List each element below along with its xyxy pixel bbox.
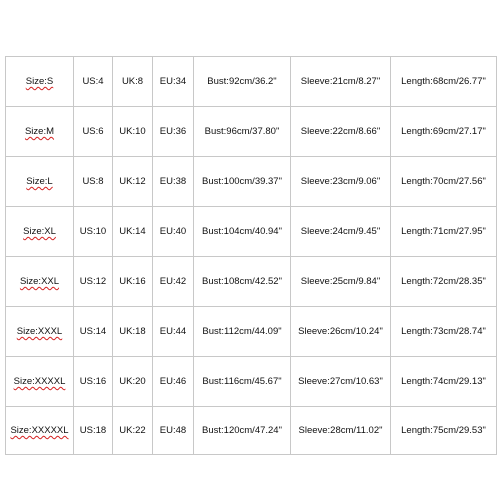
table-row xyxy=(6,357,497,407)
length-cell: Length:70cm/27.56" xyxy=(391,157,497,207)
length-cell: Length:68cm/26.77" xyxy=(391,57,497,107)
size-cell: Size:XXXXXL xyxy=(6,407,74,455)
length-cell: Length:71cm/27.95" xyxy=(391,207,497,257)
table-row xyxy=(6,307,497,357)
length-cell: Length:72cm/28.35" xyxy=(391,257,497,307)
eu-size-cell: EU:40 xyxy=(153,207,194,257)
us-size-cell: US:4 xyxy=(74,57,113,107)
bust-cell: Bust:112cm/44.09" xyxy=(194,307,291,357)
uk-size-cell: UK:20 xyxy=(113,357,153,407)
size-cell: Size:M xyxy=(6,107,74,157)
eu-size-cell: EU:48 xyxy=(153,407,194,455)
eu-size-cell: EU:42 xyxy=(153,257,194,307)
sleeve-cell: Sleeve:27cm/10.63" xyxy=(291,357,391,407)
length-cell: Length:74cm/29.13" xyxy=(391,357,497,407)
bust-cell: Bust:116cm/45.67" xyxy=(194,357,291,407)
bust-cell: Bust:96cm/37.80" xyxy=(194,107,291,157)
table-row xyxy=(6,407,497,455)
sleeve-cell: Sleeve:26cm/10.24" xyxy=(291,307,391,357)
table-row xyxy=(6,257,497,307)
length-cell: Length:73cm/28.74" xyxy=(391,307,497,357)
uk-size-cell: UK:18 xyxy=(113,307,153,357)
size-cell: Size:S xyxy=(6,57,74,107)
sleeve-cell: Sleeve:25cm/9.84" xyxy=(291,257,391,307)
eu-size-cell: EU:46 xyxy=(153,357,194,407)
sleeve-cell: Sleeve:24cm/9.45" xyxy=(291,207,391,257)
eu-size-cell: EU:38 xyxy=(153,157,194,207)
us-size-cell: US:18 xyxy=(74,407,113,455)
sleeve-cell: Sleeve:28cm/11.02" xyxy=(291,407,391,455)
eu-size-cell: EU:44 xyxy=(153,307,194,357)
size-cell: Size:L xyxy=(6,157,74,207)
bust-cell: Bust:120cm/47.24" xyxy=(194,407,291,455)
table-row xyxy=(6,207,497,257)
us-size-cell: US:16 xyxy=(74,357,113,407)
sleeve-cell: Sleeve:23cm/9.06" xyxy=(291,157,391,207)
length-cell: Length:69cm/27.17" xyxy=(391,107,497,157)
uk-size-cell: UK:14 xyxy=(113,207,153,257)
eu-size-cell: EU:36 xyxy=(153,107,194,157)
uk-size-cell: UK:10 xyxy=(113,107,153,157)
sleeve-cell: Sleeve:22cm/8.66" xyxy=(291,107,391,157)
size-cell: Size:XL xyxy=(6,207,74,257)
size-cell: Size:XXXL xyxy=(6,307,74,357)
uk-size-cell: UK:16 xyxy=(113,257,153,307)
uk-size-cell: UK:22 xyxy=(113,407,153,455)
bust-cell: Bust:104cm/40.94" xyxy=(194,207,291,257)
us-size-cell: US:12 xyxy=(74,257,113,307)
size-cell: Size:XXXXL xyxy=(6,357,74,407)
size-cell: Size:XXL xyxy=(6,257,74,307)
us-size-cell: US:6 xyxy=(74,107,113,157)
uk-size-cell: UK:12 xyxy=(113,157,153,207)
us-size-cell: US:14 xyxy=(74,307,113,357)
bust-cell: Bust:100cm/39.37" xyxy=(194,157,291,207)
sleeve-cell: Sleeve:21cm/8.27" xyxy=(291,57,391,107)
us-size-cell: US:10 xyxy=(74,207,113,257)
uk-size-cell: UK:8 xyxy=(113,57,153,107)
size-chart-table xyxy=(5,56,497,455)
table-row xyxy=(6,157,497,207)
table-row xyxy=(6,107,497,157)
bust-cell: Bust:92cm/36.2" xyxy=(194,57,291,107)
us-size-cell: US:8 xyxy=(74,157,113,207)
table-row xyxy=(6,57,497,107)
length-cell: Length:75cm/29.53" xyxy=(391,407,497,455)
eu-size-cell: EU:34 xyxy=(153,57,194,107)
bust-cell: Bust:108cm/42.52" xyxy=(194,257,291,307)
